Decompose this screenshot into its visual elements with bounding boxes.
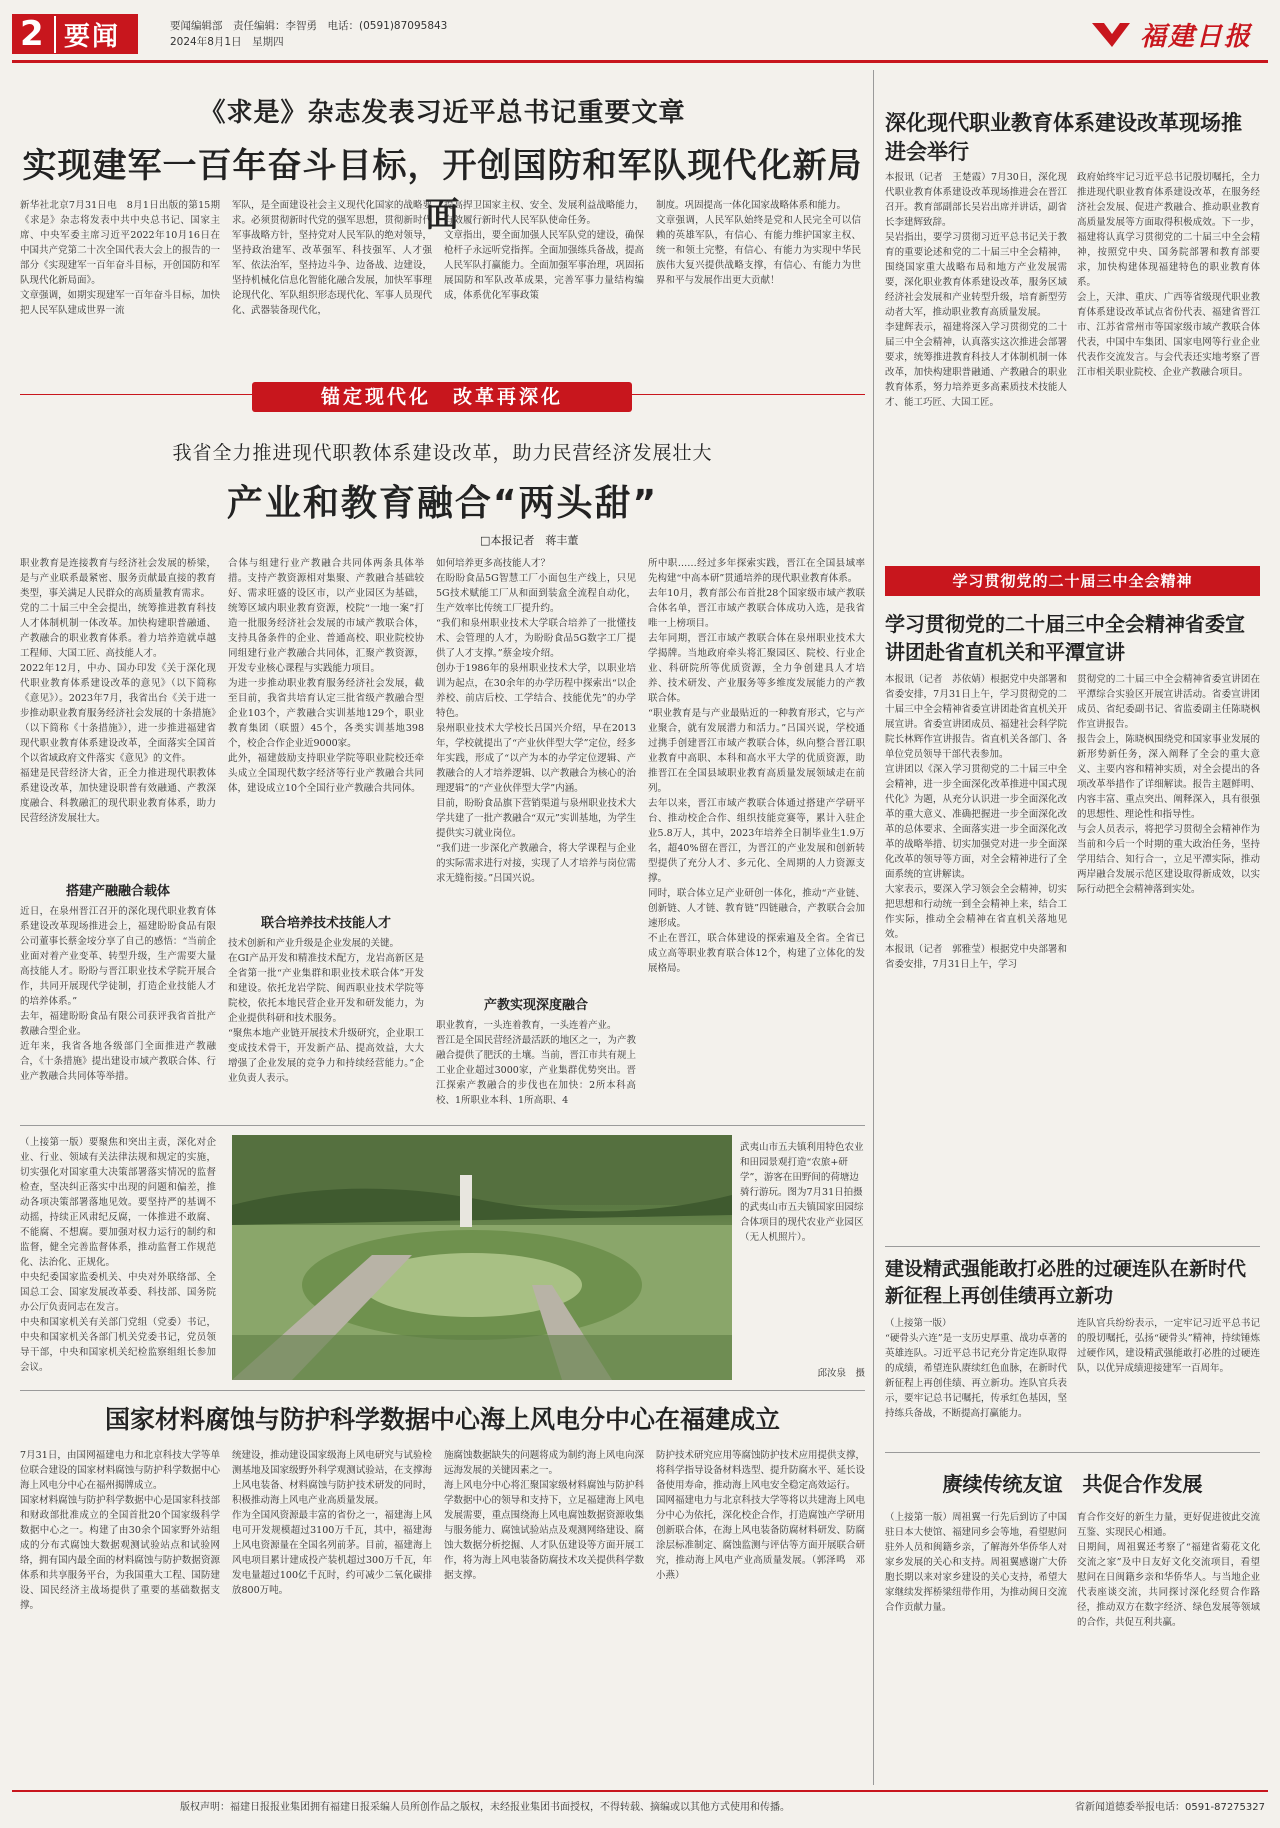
story2-col1-bottom: 近日，在泉州晋江召开的深化现代职业教育体系建设改革现场推进会上，福建盼盼食品有限公司董事长蔡金垵分享了自己的感悟：“当前企业面对着产业变革、转型升级，生产需要大量高技能人才。盼盼与晋江职业技术学院开展合作，共同开展现代学徒制，打造企业技能人才的培养体系。” 去年，福建盼盼食品有限公司获评我省首批产教融合型企业。 近年来，我省各地各级部门全面推进产教融合，《十条措施》提出建设市域产教联合体、行业产教融合共同体等举措。 — [20, 906, 216, 1082]
story3-col-2: 统建设，推动建设国家级海上风电研究与试验检测基地及国家级野外科学观测试验站，在支撑海上风电装备、材料腐蚀与防护技术研发的同时，积极推动海上风电产业高质量发展。 作为全国风资源最丰富的省份之一，福建海上风电可开发规模超过3100万千瓦，其中，福建海上风电资源量在全国名列前茅。目前，福建海上风电项目累计建成投产装机超过300万千瓦，年发电量超过100亿千瓦时，约可减少二氧化碳排放800万吨。 — [232, 1450, 432, 1596]
photo-credit: 邱汝泉 摄 — [817, 1368, 865, 1379]
right-story4-rule — [885, 1452, 1260, 1453]
masthead-meta — [170, 18, 447, 50]
story2-col2-top: 合体与组建行业产教融合共同体两条具体举措。支持产教资源相对集聚、产教融合基础较好、需求旺盛的设区市，以产业园区为基础，统筹区域内职业教育资源，校院“一地一案”打造一批服务经济社会发展的市域产教联合体，支持具备条件的企业、普通高校、职业院校协同组建行业产教融合共同体，汇聚产教资源，开发专业核心课程与实践能力项目。 为进一步推动职业教育服务经济社会发展，截至目前，我省共培育认定三批省级产教融合型企业103个，产教融合实训基地129个，职业教育集团（联盟）45个，各类实训基地398个，校企合作企业近9000家。 此外，福建鼓励支持职业学院等职业院校还牵头成立全国现代数字经济等行业产教融合共同体，建设成立10个全国行业产教融合共同体。 — [228, 558, 424, 794]
photo-top-rule — [20, 1125, 865, 1126]
news-photo — [232, 1135, 732, 1380]
right-story4-col-b: 育合作交好的新生力量，更好促进彼此交流互鉴、实现民心相通。 日期间，周祖翼还考察了“福建省菊花文化交流之家”及中日友好文化交流项目，看望慰问在日闽籍乡亲和华侨华人。与当地企业代表座谈交流，共同探讨深化经贸合作路径，推动双方在数字经济、绿色发展等领域的合作，共促互利共赢。 — [1077, 1512, 1260, 1628]
story3-col-4: 防护技术研究应用等腐蚀防护技术应用提供支撑，将科学指导设备材料选型、提升防腐水平、延长设备使用寿命，推动海上风电安全稳定高效运行。 国网福建电力与北京科技大学等将以共建海上风电分中心为依托，深化校企合作，打造腐蚀产学研用创新联合体，在海上风电装备防腐材料研发、防腐涂层标准制定、腐蚀监测与评估等方面开展联合研究，推动海上风电产业高质量发展。（郭泽鸣 邓小燕） — [656, 1450, 865, 1581]
story2-byline: □本报记者 蒋丰董 — [480, 534, 579, 547]
story3-col-1: 7月31日，由国网福建电力和北京科技大学等单位联合建设的国家材料腐蚀与防护科学数据中心海上风电分中心在福州揭牌成立。 国家材料腐蚀与防护科学数据中心是国家科技部和财政部批准成立的全国首批20个国家级科学数据中心之一。构建了由30余个国家野外站组成的分布式腐蚀大数据观测试验站点和试验网络，拥有国内最全面的材料腐蚀与防护数据资源体系和共享服务平台，为我国重大工程、国防建设、国民经济主战场提供了重要的基础数据支撑。 — [20, 1450, 220, 1611]
paper-name: 福建日报 — [1139, 21, 1252, 52]
right-story4-headline: 赓续传统友谊 共促合作发展 — [942, 1472, 1203, 1496]
main-column-divider — [873, 70, 874, 1785]
right-story2-col-b: 贯彻党的二十届三中全会精神省委宣讲团在平潭综合实验区开展宣讲活动。省委宣讲团成员、省纪委副书记、省监委副主任陈晓枫作宣讲报告。 报告会上，陈晓枫围绕党和国家事业发展的新形势新任务，深入阐释了全会的重大意义、主要内容和精神实质，对全会提出的各项改革举措作了详细解读。报告主题鲜明、内容丰富、重点突出、阐释深入，具有很强的思想性、理论性和指导性。 与会人员表示，将把学习贯彻全会精神作为当前和今后一个时期的重大政治任务，坚持学用结合、知行合一，立足平潭实际，推动两岸融合发展示范区建设取得新成效，以实际行动把全会精神落到实处。 — [1077, 674, 1260, 895]
issue-date: 2024年8月1日 星期四 — [170, 36, 284, 48]
photo-scene-icon — [232, 1135, 732, 1380]
lower-left-continuation: （上接第一版）要聚焦和突出主责，深化对企业、行业、领域有关法律法规和规定的实施，切实强化对国家重大决策部署落实情况的监督检查，坚决纠正落实中出现的问题和偏差，推动各项决策部署落地见效。要坚持严的基调不动摇，持续正风肃纪反腐，一体推进不敢腐、不能腐、不想腐。要加强对权力运行的制约和监督，健全完善监督体系，推动监督工作规范化、法治化、正规化。 中央纪委国家监委机关、中央对外联络部、全国总工会、国家发展改革委、科技部、国务院办公厅负责同志在发言。 中央和国家机关有关部门党组（党委）书记，中央和国家机关各部门机关党委书记，党员领导干部，中央和国家机关纪检监察组组长参加会议。 — [20, 1137, 216, 1373]
right-story3-headline: 建设精武强能敢打必胜的过硬连队在新时代新征程上再创佳绩再立新功 — [885, 1258, 1247, 1307]
page-number: 2 — [20, 14, 44, 54]
lead-headline: 实现建军一百年奋斗目标，开创国防和军队现代化新局面 — [22, 146, 863, 235]
section-name: 要闻 — [54, 16, 120, 53]
story2-col4: 所中职……经过多年探索实践，晋江在全国县域率先构建“中高本研”贯通培养的现代职业教育体系。 去年10月，教育部公布首批28个国家级市域产教联合体名单，晋江市域产教联合体成功入选，是我省唯一上榜项目。 去年同期，晋江市域产教联合体在泉州职业技术大学揭牌。当地政府牵头将汇聚园区、院校、行业企业、科研院所等优质资源，全力争创建具人才培养、技术研发、产业服务等多维度发展能力的产教联合体。 “职业教育是与产业最贴近的一种教育形式，它与产业聚合，就有发展潜力和活力。”吕国兴说，学校通过携手创建晋江市域产教联合体，纵向整合晋江职业教育中高职、本科和高水平大学的优质资源，助推晋江在全国县域职业教育高质量发展领域走在前列。 去年以来，晋江市域产教联合体通过搭建产学研平台、推动校企合作、组织技能竞赛等，累计入驻企业5.8万人，其中，2023年培养全日制毕业生1.9万名，超40%留在晋江，为晋江的产业发展和创新转型提供了充分人才、多元化、全周期的人力资源支撑。 同时，联合体立足产业研创一体化，推动“产业链、创新链、人才链、教育链”四链融合，产教联合会加速形成。 不止在晋江，联合体建设的探索遍及全省。全省已成立高等职业教育联合体12个，构建了立体化的发展格局。 — [648, 558, 865, 974]
right-story3-rule — [885, 1246, 1260, 1247]
lead-kicker-wrap — [20, 92, 865, 129]
lead-col-3: 提高捍卫国家主权、安全、发展利益战略能力，有效履行新时代人民军队使命任务。 文章指出，要全面加强人民军队党的建设，确保枪杆子永远听党指挥。全面加强练兵备战，提高人民军队打赢能力。全面加强军事治理，巩固拓展国防和军队改革成果，完善军事力量结构编成，体系优化军事政策 — [444, 200, 644, 301]
band2-label: 学习贯彻党的二十届三中全会精神 — [885, 566, 1260, 596]
right-story4-col-a: （上接第一版）周祖翼一行先后到访了中国驻日本大使馆、福建同乡会等地，看望慰问驻外人员和闽籍乡亲，了解海外华侨华人对家乡发展的关心和支持。周祖翼感谢广大侨胞长期以来对家乡建设的关心支持，希望大家继续发挥桥梁纽带作用，为推动闽日交流合作贡献力量。 — [885, 1512, 1067, 1613]
story2-col2-bottom: 技术创新和产业升级是企业发展的关键。 在GI产品开发和精准技术配方，龙岩高新区是全省第一批“产业集群和职业技术联合体”开发和建设。依托龙岩学院、闽西职业技术学院等院校，依托本地民营企业开发和研发能力，为企业提供科研和技术服务。 “聚焦本地产业链开展技术升级研究，企业职工变成技术骨干，开发新产品、提高效益，大大增强了企业发展的竞争力和持续经营能力。”企业负责人表示。 — [228, 938, 424, 1084]
story3-headline: 国家材料腐蚀与防护科学数据中心海上风电分中心在福建成立 — [104, 1405, 780, 1434]
page-section-tab — [12, 14, 138, 54]
story3-col-3: 施腐蚀数据缺失的问题将成为制约海上风电向深远海发展的关键因素之一。 海上风电分中心将汇聚国家级材料腐蚀与防护科学数据中心的领导和支持下，立足福建海上风电发展需要，重点围绕海上风电腐蚀数据资源收集与服务能力、腐蚀试验站点及观测网络建设、腐蚀大数据分析挖掘、人才队伍建设等方面开展工作，将为海上风电装备防腐技术攻关提供科学数据支撑。 — [444, 1450, 644, 1581]
band1-label: 锚定现代化 改革再深化 — [252, 382, 632, 412]
story2-col3-top: 如何培养更多高技能人才？ 在盼盼食品5G智慧工厂小面包生产线上，只见5G技术赋能工厂从和面到装盒全流程自动化，生产效率比传统工厂提升约。 “我们和泉州职业技术大学联合培养了一批懂技术、会管理的人才，为盼盼食品5G数字工厂提供了人才支撑。”蔡金垵介绍。 创办于1986年的泉州职业技术大学，以职业培训为起点，在30余年的办学历程中探索出“以企养校、前店后校、工学结合、技能优先”的办学特色。 泉州职业技术大学校长吕国兴介绍，早在2013年，学校就提出了“产业伙伴型大学”定位，经多年实践，形成了“以产为本的办学定位逻辑、产教融合的人才培养逻辑、以产教融合为核心的治理逻辑”的“产业伙伴型大学”内涵。 目前，盼盼食品旗下营销渠道与泉州职业技术大学共建了一批产教融合“双元”实训基地，为学生提供实习就业岗位。 “我们进一步深化产教融合，将大学课程与企业的实际需求进行对接，实现了人才培养与岗位需求无缝衔接。”吕国兴说。 — [436, 558, 636, 884]
right-story2-headline: 学习贯彻党的二十届三中全会精神省委宣讲团赴省直机关和平潭宣讲 — [885, 612, 1245, 664]
lead-col-4: 制度。巩固提高一体化国家战略体系和能力。 文章强调，人民军队始终是党和人民完全可以信赖的英雄军队，有信心、有能力维护国家主权、统一和领土完整，有信心、有能力为实现中华民族伟大复兴提供战略支撑，有信心、有能力为世界和平与发展作出更大贡献！ — [656, 200, 861, 286]
footer-hotline: 省新闻道德委举报电话：0591-87275327 — [1075, 1802, 1265, 1813]
story3-top-rule — [20, 1390, 865, 1391]
paper-logo — [1082, 14, 1252, 54]
story2-col3-bottom: 职业教育，一头连着教育，一头连着产业。 晋江是全国民营经济最活跃的地区之一，为产教融合提供了肥沃的土壤。当前，晋江市共有规上工业企业超过3000家，产业集群优势突出。晋江探索产教融合的步伐也在加快：2所本科高校、1所职业本科、1所高职、4 — [436, 1020, 636, 1106]
story2-subhead-2: 联合培养技术技能人才 — [260, 916, 391, 931]
story2-headline: 产业和教育融合“两头甜” — [226, 483, 659, 524]
right-story1-col-a: 本报讯（记者 王楚霞）7月30日，深化现代职业教育体系建设改革现场推进会在晋江召开。教育部副部长吴岩出席并讲话，副省长李建辉致辞。 吴岩指出，要学习贯彻习近平总书记关于教育的重要论述和党的二十届三中全会精神，围绕国家重大战略布局和地方产业发展需要，深化职业教育体系建设改革，服务区域经济社会发展和产业转型升级，培育新型劳动者大军，推动职业教育高质量发展。 李建辉表示，福建将深入学习贯彻党的二十届三中全会精神，认真落实这次推进会部署要求，统筹推进教育科技人才体制机制一体改革，加快构建职普融通、产教融合的职业教育体系，努力培养更多高素质技术技能人才、能工巧匠、大国工匠。 — [885, 172, 1067, 408]
logo-mark-icon — [1090, 19, 1134, 49]
story2-subhead-3: 产教实现深度融合 — [483, 998, 588, 1013]
masthead-rule — [12, 60, 1268, 63]
right-story2-col-a: 本报讯（记者 苏依婧）根据党中央部署和省委安排，7月31日上午，学习贯彻党的二十届三中全会精神省委宣讲团赴省直机关开展宣讲。省委宣讲团成员、福建社会科学院院长林辉作宣讲报告。省直机关各部门、各单位党员领导干部代表参加。 宣讲团以《深入学习贯彻党的二十届三中全会精神，进一步全面深化改革推进中国式现代化》为题，从充分认识进一步全面深化改革的重大意义、准确把握进一步全面深化改革的总体要求、全面落实进一步全面深化改革的战略举措、切实加强党对进一步全面深化改革的领导等方面，对全会精神进行了全面系统的宣讲解读。 大家表示，要深入学习领会全会精神，切实把思想和行动统一到全会精神上来，结合工作实际，推动全会精神在省直机关落地见效。 本报讯（记者 郭雅莹）根据党中央部署和省委安排，7月31日上午，学习 — [885, 674, 1067, 970]
footer-copyright: 版权声明：福建日报报业集团拥有福建日报采编人员所创作品之版权，未经报业集团书面授权，不得转载、摘编或以其他方式使用和传播。 — [180, 1802, 790, 1813]
story2-col1-top: 职业教育是连接教育与经济社会发展的桥梁，是与产业联系最紧密、服务贡献最直接的教育类型，事关满足人民群众的高质量教育需求。 党的二十届三中全会提出，统筹推进教育科技人才体制机制一体改革。加快构建职普融通、产教融合的职业教育体系。着力培养造就卓越工程师、大国工匠、高技能人才。 2022年12月，中办、国办印发《关于深化现代职业教育体系建设改革的意见》（以下简称《意见》）。2023年7月，我省出台《关于进一步推动职业教育服务经济社会发展的十条措施》（以下简称《十条措施》），进一步推进福建省现代职业教育体系建设改革，全面落实全国首个以省域政府文件落实《意见》的文件。 福建是民营经济大省，正全力推进现代职教体系建设改革，加快建设职普有效融通、产教深度融合、科教融汇的现代职业教育体系，助力民营经济发展壮大。 — [20, 558, 216, 824]
lead-col-1: 新华社北京7月31日电 8月1日出版的第15期《求是》杂志将发表中共中央总书记、国家主席、中央军委主席习近平2022年10月16日在中国共产党第二十次全国代表大会上的报告的一部分《实现建军一百年奋斗目标，开创国防和军队现代化新局面》。 文章强调，如期实现建军一百年奋斗目标，加快把人民军队建成世界一流 — [20, 200, 220, 316]
story2-kicker: 我省全力推进现代职教体系建设改革，助力民营经济发展壮大 — [172, 442, 713, 464]
right-story1-headline: 深化现代职业教育体系建设改革现场推进会举行 — [885, 110, 1242, 164]
lead-col-2: 军队，是全面建设社会主义现代化国家的战略要求。必须贯彻新时代党的强军思想，贯彻新时代军事战略方针，坚持党对人民军队的绝对领导，坚持政治建军、改革强军、科技强军、人才强军、依法治军，坚持边斗争、边备战、边建设，坚持机械化信息化智能化融合发展，加快军事理论现代化、军队组织形态现代化、军事人员现代化、武器装备现代化， — [232, 200, 432, 316]
lead-kicker: 《求是》杂志发表习近平总书记重要文章 — [199, 98, 686, 128]
right-story1-col-b: 政府始终牢记习近平总书记殷切嘱托，全力推进现代职业教育体系建设改革，在服务经济社会发展、促进产教融合、推动职业教育高质量发展等方面取得积极成效。下一步，福建将认真学习贯彻党的二十届三中全会精神，按照党中央、国务院部署和教育部要求，加快构建体现福建特色的职业教育体系。 会上，天津、重庆、广西等省级现代职业教育体系建设改革试点省份代表、福建省晋江市、江苏省常州市等国家级市域产教联合体代表，中国中车集团、国家电网等行业企业代表作交流发言。与会代表还实地考察了晋江市相关职业院校、企业产教融合项目。 — [1077, 172, 1260, 378]
right-story3-col-b: 连队官兵纷纷表示，一定牢记习近平总书记的殷切嘱托，弘扬“硬骨头”精神，持续锤炼过硬作风，建设精武强能敢打必胜的过硬连队，以优异成绩迎接建军一百周年。 — [1077, 1318, 1260, 1374]
footer-rule — [12, 1790, 1268, 1792]
editors-line: 要闻编辑部 责任编辑：李智勇 电话：(0591)87095843 — [170, 20, 448, 32]
photo-caption: 武夷山市五夫镇利用特色农业和田园景观打造“农旅+研学”，游客在田野间的荷塘边骑行游玩。图为7月31日拍摄的武夷山市五夫镇国家田园综合体项目的现代农业产业园区（无人机照片）。 — [740, 1142, 864, 1243]
right-story3-col-a: （上接第一版） “硬骨头六连”是一支历史厚重、战功卓著的英雄连队。习近平总书记充分肯定连队取得的成绩，希望连队赓续红色血脉，在新时代新征程上再创佳绩、再立新功。连队官兵表示，要牢记总书记嘱托，传承红色基因，坚持练兵备战，不断提高打赢能力。 — [885, 1318, 1067, 1419]
story2-subhead-1: 搭建产融融合载体 — [65, 884, 170, 899]
